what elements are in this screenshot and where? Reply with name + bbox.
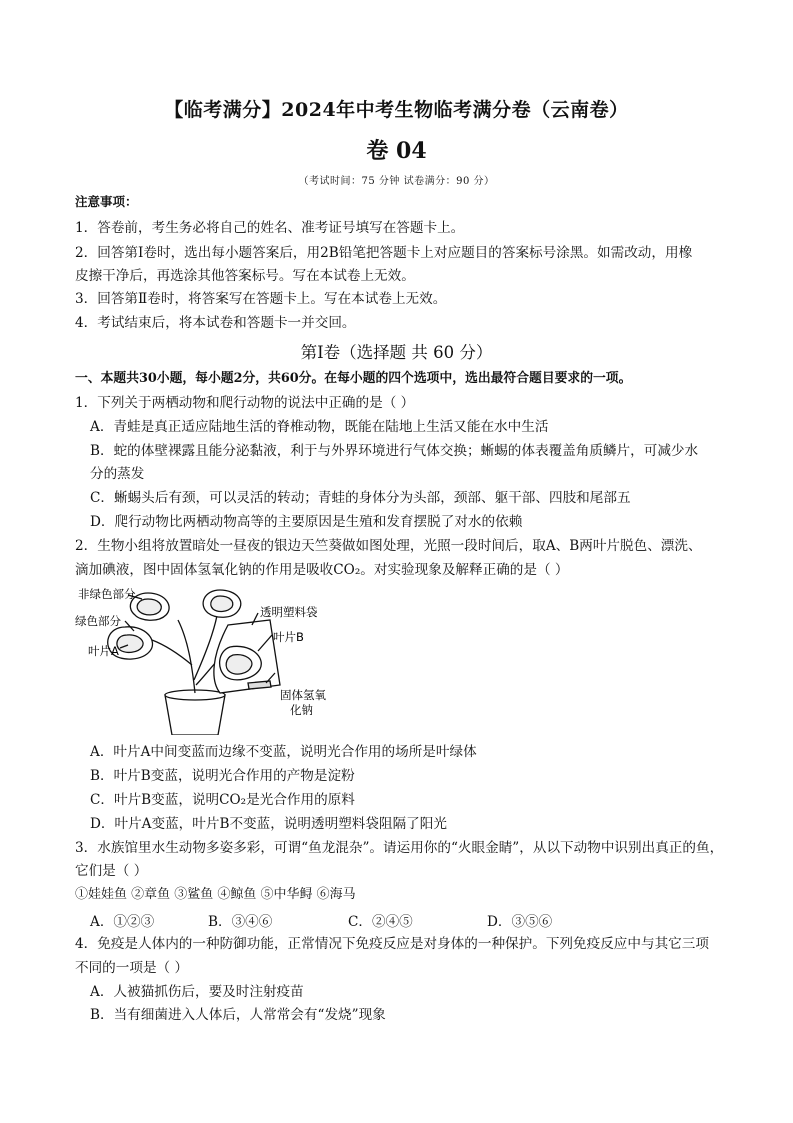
q2-option-d: D．叶片A变蓝，叶片B不变蓝，说明透明塑料袋阻隔了阳光: [90, 816, 447, 832]
q1-option-b: B．蛇的体壁裸露且能分泌黏液，利于与外界环境进行气体交换；蜥蜴的体表覆盖角质鳞片，可减少水: [90, 443, 699, 459]
label-non-green: 非绿色部分: [78, 587, 136, 601]
q3-option-a: A．①②③: [90, 914, 155, 930]
q1-stem: 1．下列关于两栖动物和爬行动物的说法中正确的是（ ）: [75, 395, 415, 411]
geranium-figure: [70, 585, 350, 735]
exam-subtitle: 卷 04: [366, 138, 427, 164]
q2-option-a: A．叶片A中间变蓝而边缘不变蓝，说明光合作用的场所是叶绿体: [90, 744, 477, 760]
label-naoh-1: 固体氢氧: [280, 688, 326, 702]
flower-pot: [165, 695, 225, 735]
q3-option-c: C．②④⑤: [348, 914, 413, 930]
label-bag: 透明塑料袋: [260, 605, 318, 619]
notice-item-3: 3．回答第Ⅱ卷时，将答案写在答题卡上。写在本试卷上无效。: [75, 291, 447, 307]
q3-stem-cont: 它们是（ ）: [75, 863, 148, 879]
q4-option-a: A．人被猫抓伤后，要及时注射疫苗: [90, 984, 304, 1000]
q2-stem-cont: 滴加碘液，图中固体氢氧化钠的作用是吸收CO₂。对实验现象及解释正确的是（ ）: [75, 562, 569, 578]
notice-item-4: 4．考试结束后，将本试卷和答题卡一并交回。: [75, 315, 356, 331]
q4-stem-cont: 不同的一项是（ ）: [75, 960, 189, 976]
q1-option-b-cont: 分的蒸发: [90, 466, 145, 482]
q2-stem: 2．生物小组将放置暗处一昼夜的银边天竺葵做如图处理，光照一段时间后，取A、B两叶片脱色、漂洗、: [75, 538, 702, 554]
q1-option-d: D．爬行动物比两栖动物高等的主要原因是生殖和发育摆脱了对水的依赖: [90, 514, 523, 530]
exam-title: 【临考满分】2024年中考生物临考满分卷（云南卷）: [164, 99, 629, 121]
notice-item-2: 2．回答第Ⅰ卷时，选出每小题答案后，用2B铅笔把答题卡上对应题目的答案标号涂黑。如需改动，用橡: [75, 245, 693, 261]
q3-option-b: B．③④⑥: [208, 914, 273, 930]
label-leaf-a: 叶片A: [88, 644, 119, 658]
geranium-diagram: [70, 585, 350, 735]
q3-items: ①娃娃鱼 ②章鱼 ③鲨鱼 ④鲸鱼 ⑤中华鲟 ⑥海马: [75, 887, 356, 902]
section-title: 第Ⅰ卷（选择题 共 60 分）: [300, 343, 493, 362]
notice-heading: 注意事项：: [75, 194, 138, 209]
q1-option-a: A．青蛙是真正适应陆地生活的脊椎动物，既能在陆地上生活又能在水中生活: [90, 419, 549, 435]
section-instruction: 一、本题共30小题，每小题2分，共60分。在每小题的四个选项中，选出最符合题目要求的一项。: [75, 371, 632, 386]
label-green: 绿色部分: [75, 614, 121, 628]
q2-option-b: B．叶片B变蓝，说明光合作用的产物是淀粉: [90, 768, 355, 784]
label-leaf-b: 叶片B: [273, 630, 304, 644]
q3-option-d: D．③⑤⑥: [487, 914, 553, 930]
exam-meta: （考试时间：75 分钟 试卷满分：90 分）: [298, 176, 495, 187]
notice-item-1: 1．答卷前，考生务必将自己的姓名、准考证号填写在答题卡上。: [75, 220, 465, 236]
q4-option-b: B．当有细菌进入人体后，人常常会有“发烧”现象: [90, 1007, 386, 1023]
q2-option-c: C．叶片B变蓝，说明CO₂是光合作用的原料: [90, 792, 355, 808]
q4-stem: 4．免疫是人体内的一种防御功能，正常情况下免疫反应是对身体的一种保护。下列免疫反应中与其它三项: [75, 936, 709, 952]
q1-option-c: C．蜥蜴头后有颈，可以灵活的转动；青蛙的身体分为头部，颈部、躯干部、四肢和尾部五: [90, 490, 631, 506]
q3-stem: 3．水族馆里水生动物多姿多彩，可谓“鱼龙混杂”。请运用你的“火眼金睛”，从以下动物中识别出真正的鱼，: [75, 840, 724, 856]
label-naoh-2: 化钠: [290, 703, 313, 717]
notice-item-2-cont: 皮擦干净后，再选涂其他答案标号。写在本试卷上无效。: [75, 268, 415, 284]
